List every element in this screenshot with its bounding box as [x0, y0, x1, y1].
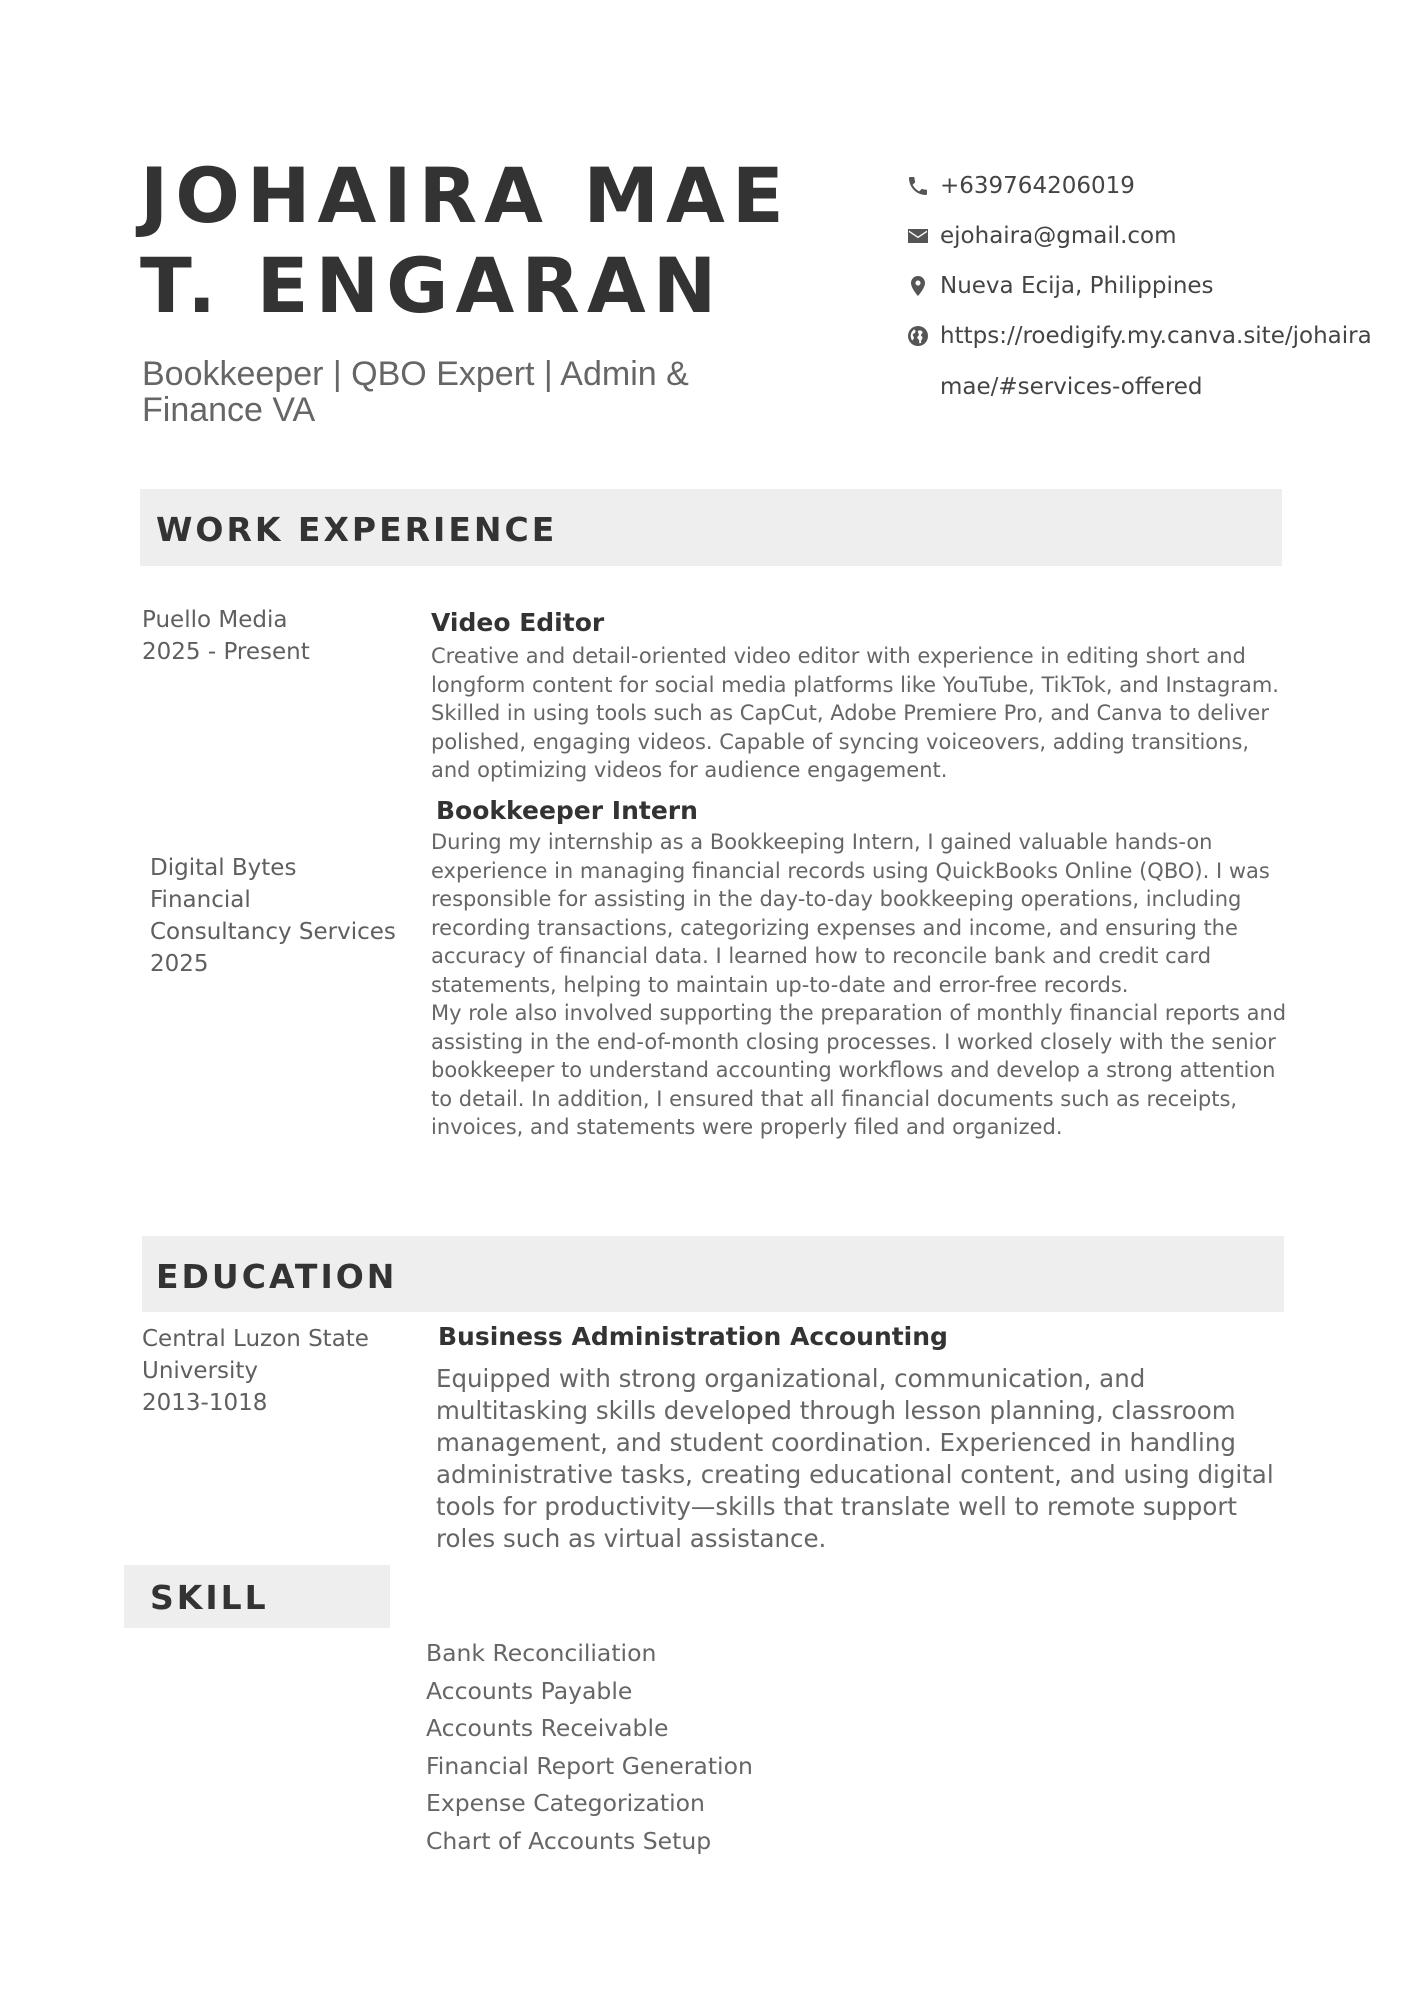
skill-item: Accounts Payable	[426, 1676, 633, 1705]
email-address[interactable]: ejohaira@gmail.com	[940, 223, 1177, 249]
education-heading: EDUCATION	[156, 1257, 398, 1296]
employment-dates: 2025 - Present	[142, 639, 310, 665]
skills-list	[426, 1635, 753, 1860]
study-dates: 2013-1018	[142, 1390, 268, 1416]
name-first-line: JOHAIRA MAE	[140, 151, 791, 240]
job-2-title: Bookkeeper Intern	[436, 796, 698, 825]
education-description: Equipped with strong organizational, communication, and multitasking skills developed through lesson planning, classroom management, and student coordination. Experienced in handling administrative tasks, creating educational content, and using digital tools for productivity—skills that translate well to remote support roles such as virtual assistance.	[436, 1364, 1274, 1553]
job-2-description	[431, 828, 1293, 1142]
phone-number: +639764206019	[940, 173, 1135, 199]
education-degree: Business Administration Accounting	[438, 1322, 948, 1351]
globe-icon	[906, 322, 934, 350]
skill-item: Financial Report Generation	[426, 1751, 753, 1780]
contact-email	[906, 222, 1177, 250]
company-name-line: Digital Bytes	[150, 855, 297, 881]
company-name-line: Consultancy Services	[150, 919, 396, 945]
job-1-description	[431, 642, 1293, 785]
website-link[interactable]: https://roedigify.my.canva.site/johaira	[940, 323, 1372, 349]
job-1-title: Video Editor	[431, 608, 605, 637]
work-experience-heading: WORK EXPERIENCE	[156, 510, 558, 549]
school-name-line: Central Luzon State	[142, 1326, 369, 1352]
skill-item: Bank Reconciliation	[426, 1639, 657, 1667]
skill-item: Chart of Accounts Setup	[426, 1826, 712, 1855]
skill-item: Expense Categorization	[426, 1789, 705, 1817]
job-description-paragraph: During my internship as a Bookkeeping Intern, I gained valuable hands-on experience in managing financial records using QuickBooks Online (QBO). I was responsible for assisting in the day-to-day bookkeeping operations, including recording transactions, categorizing expenses and income, and ensuring the accuracy of financial data. I learned how to reconcile bank and credit card statements, helping to maintain up-to-date and error-free records.	[431, 830, 1270, 997]
job-description-paragraph: My role also involved supporting the preparation of monthly financial reports and assisting in the end-of-month closing processes. I worked closely with the senior bookkeeper to understand accounting workflows and develop a strong attention to detail. In addition, I ensured that all financial documents such as receipts, invoices, and statements were properly filed and organized.	[431, 1001, 1287, 1139]
company-name-line: Financial	[150, 887, 251, 913]
education-school	[142, 1323, 369, 1419]
envelope-icon	[906, 222, 934, 250]
contact-phone	[906, 172, 1135, 200]
job-2-company	[150, 852, 396, 980]
school-name-line: University	[142, 1358, 259, 1384]
phone-icon	[906, 172, 934, 200]
contact-website	[906, 322, 1372, 350]
job-1-company	[142, 604, 310, 668]
map-pin-icon	[906, 272, 934, 300]
location-text: Nueva Ecija, Philippines	[940, 273, 1214, 299]
website-link-continued[interactable]: mae/#services-offered	[940, 374, 1203, 400]
skill-heading: SKILL	[150, 1578, 269, 1617]
job-description-paragraph: Creative and detail-oriented video editor with experience in editing short and longform content for social media platforms like YouTube, TikTok, and Instagram. Skilled in using tools such as CapCut, Adobe Premiere Pro, and Canva to deliver polished, engaging videos. Capable of syncing voiceovers, adding transitions, and optimizing videos for audience engagement.	[431, 644, 1279, 782]
professional-tagline: Bookkeeper | QBO Expert | Admin & Finance VA	[142, 355, 689, 429]
contact-location	[906, 272, 1214, 300]
company-name: Puello Media	[142, 607, 288, 633]
employment-dates: 2025	[150, 951, 209, 977]
name-last-line: T. ENGARAN	[140, 241, 724, 330]
skill-item: Accounts Receivable	[426, 1714, 669, 1742]
